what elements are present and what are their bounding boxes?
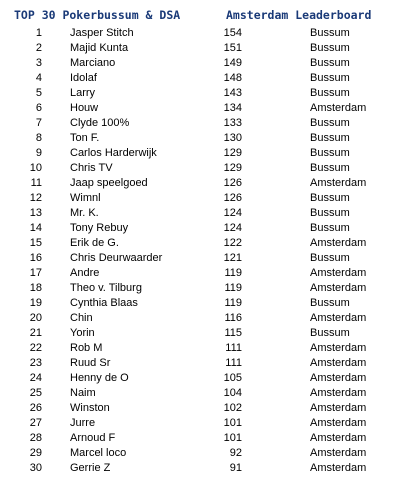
row-club: Amsterdam xyxy=(310,267,367,279)
row-score: 104 xyxy=(223,387,242,399)
row-player-name: Yorin xyxy=(70,327,95,339)
row-score: 129 xyxy=(223,147,242,159)
row-score: 101 xyxy=(223,432,242,444)
row-rank: 26 xyxy=(29,402,42,414)
row-rank: 28 xyxy=(29,432,42,444)
row-club: Amsterdam xyxy=(310,447,367,459)
table-row xyxy=(0,71,400,86)
table-row xyxy=(0,446,400,461)
row-club: Amsterdam xyxy=(310,102,367,114)
row-player-name: Ton F. xyxy=(70,132,100,144)
row-player-name: Jasper Stitch xyxy=(70,27,134,39)
row-club: Amsterdam xyxy=(310,387,367,399)
leaderboard-rows xyxy=(0,26,400,476)
row-score: 133 xyxy=(223,117,242,129)
row-club: Bussum xyxy=(310,147,350,159)
row-rank: 5 xyxy=(35,87,42,99)
row-player-name: Cynthia Blaas xyxy=(70,297,138,309)
row-club: Amsterdam xyxy=(310,237,367,249)
row-club: Bussum xyxy=(310,207,350,219)
row-club: Amsterdam xyxy=(310,402,367,414)
row-score: 126 xyxy=(223,192,242,204)
row-player-name: Tony Rebuy xyxy=(70,222,129,234)
row-rank: 19 xyxy=(29,297,42,309)
row-rank: 21 xyxy=(29,327,42,339)
row-score: 115 xyxy=(224,327,242,339)
row-club: Bussum xyxy=(310,117,350,129)
row-rank: 12 xyxy=(29,192,42,204)
table-row xyxy=(0,41,400,56)
row-rank: 23 xyxy=(29,357,42,369)
table-row xyxy=(0,326,400,341)
row-score: 148 xyxy=(223,72,242,84)
row-club: Bussum xyxy=(310,132,350,144)
row-score: 151 xyxy=(223,42,242,54)
row-rank: 13 xyxy=(29,207,42,219)
table-row xyxy=(0,86,400,101)
table-row xyxy=(0,116,400,131)
row-player-name: Carlos Harderwijk xyxy=(70,147,157,159)
table-row xyxy=(0,131,400,146)
row-player-name: Jaap speelgoed xyxy=(70,177,148,189)
row-player-name: Marciano xyxy=(70,57,116,69)
table-row xyxy=(0,386,400,401)
row-rank: 22 xyxy=(29,342,42,354)
row-player-name: Chin xyxy=(70,312,93,324)
row-score: 124 xyxy=(223,222,242,234)
row-player-name: Naim xyxy=(70,387,96,399)
row-player-name: Clyde 100% xyxy=(70,117,130,129)
table-row xyxy=(0,221,400,236)
row-score: 130 xyxy=(223,132,242,144)
row-player-name: Jurre xyxy=(70,417,96,429)
row-player-name: Chris Deurwaarder xyxy=(70,252,163,264)
row-score: 126 xyxy=(223,177,242,189)
row-score: 101 xyxy=(223,417,242,429)
row-player-name: Wimnl xyxy=(70,192,101,204)
row-club: Bussum xyxy=(310,192,350,204)
row-club: Amsterdam xyxy=(310,417,367,429)
table-row xyxy=(0,206,400,221)
table-row xyxy=(0,251,400,266)
row-club: Amsterdam xyxy=(310,372,367,384)
row-rank: 10 xyxy=(29,162,42,174)
row-score: 105 xyxy=(223,372,242,384)
row-player-name: Andre xyxy=(70,267,100,279)
table-row xyxy=(0,26,400,41)
row-rank: 20 xyxy=(29,312,42,324)
row-score: 119 xyxy=(224,297,242,309)
row-club: Amsterdam xyxy=(310,342,367,354)
row-rank: 4 xyxy=(35,72,42,84)
table-row xyxy=(0,176,400,191)
row-club: Bussum xyxy=(310,297,350,309)
row-score: 143 xyxy=(223,87,242,99)
row-rank: 24 xyxy=(29,372,42,384)
row-club: Amsterdam xyxy=(310,177,367,189)
table-row xyxy=(0,101,400,116)
row-score: 116 xyxy=(224,312,242,324)
row-player-name: Chris TV xyxy=(70,162,113,174)
row-player-name: Arnoud F xyxy=(70,432,116,444)
header-title-right: Amsterdam Leaderboard xyxy=(226,8,372,22)
row-club: Bussum xyxy=(310,327,350,339)
row-player-name: Rob M xyxy=(70,342,103,354)
row-player-name: Theo v. Tilburg xyxy=(70,282,142,294)
table-row xyxy=(0,236,400,251)
row-player-name: Winston xyxy=(70,402,110,414)
row-rank: 16 xyxy=(29,252,42,264)
row-club: Amsterdam xyxy=(310,282,367,294)
row-club: Bussum xyxy=(310,42,350,54)
row-score: 149 xyxy=(223,57,242,69)
table-row xyxy=(0,56,400,71)
row-club: Bussum xyxy=(310,27,350,39)
row-club: Bussum xyxy=(310,72,350,84)
table-row xyxy=(0,146,400,161)
row-player-name: Houw xyxy=(70,102,99,114)
row-club: Bussum xyxy=(310,252,350,264)
row-player-name: Majid Kunta xyxy=(70,42,129,54)
row-rank: 14 xyxy=(29,222,42,234)
row-club: Bussum xyxy=(310,57,350,69)
row-score: 111 xyxy=(225,342,242,354)
row-rank: 27 xyxy=(29,417,42,429)
row-club: Amsterdam xyxy=(310,357,367,369)
row-club: Amsterdam xyxy=(310,312,367,324)
row-score: 102 xyxy=(223,402,242,414)
table-row xyxy=(0,416,400,431)
row-score: 124 xyxy=(223,207,242,219)
table-row xyxy=(0,401,400,416)
row-player-name: Henny de O xyxy=(70,372,129,384)
row-club: Bussum xyxy=(310,87,350,99)
table-row xyxy=(0,431,400,446)
row-score: 119 xyxy=(224,282,242,294)
table-row xyxy=(0,296,400,311)
row-score: 134 xyxy=(223,102,242,114)
table-row xyxy=(0,266,400,281)
row-player-name: Idolaf xyxy=(70,72,97,84)
row-score: 121 xyxy=(223,252,242,264)
row-rank: 8 xyxy=(35,132,42,144)
row-rank: 6 xyxy=(35,102,42,114)
header-title-left: TOP 30 Pokerbussum & DSA xyxy=(14,8,181,22)
row-club: Amsterdam xyxy=(310,432,367,444)
row-rank: 29 xyxy=(29,447,42,459)
row-rank: 2 xyxy=(35,42,42,54)
row-player-name: Mr. K. xyxy=(70,207,99,219)
table-row xyxy=(0,281,400,296)
row-score: 92 xyxy=(229,447,242,459)
row-score: 111 xyxy=(225,357,242,369)
row-player-name: Gerrie Z xyxy=(70,462,111,474)
row-rank: 7 xyxy=(35,117,42,129)
row-score: 91 xyxy=(229,462,242,474)
row-rank: 17 xyxy=(29,267,42,279)
row-club: Bussum xyxy=(310,162,350,174)
row-club: Bussum xyxy=(310,222,350,234)
row-club: Amsterdam xyxy=(310,462,367,474)
table-row xyxy=(0,161,400,176)
row-score: 129 xyxy=(223,162,242,174)
table-row xyxy=(0,341,400,356)
row-rank: 30 xyxy=(29,462,42,474)
row-player-name: Erik de G. xyxy=(70,237,119,249)
row-rank: 15 xyxy=(29,237,42,249)
row-rank: 18 xyxy=(29,282,42,294)
row-rank: 1 xyxy=(35,27,42,39)
row-score: 154 xyxy=(223,27,242,39)
table-row xyxy=(0,461,400,476)
table-row xyxy=(0,371,400,386)
table-row xyxy=(0,356,400,371)
table-row xyxy=(0,311,400,326)
row-player-name: Ruud Sr xyxy=(70,357,111,369)
row-rank: 9 xyxy=(35,147,42,159)
row-rank: 11 xyxy=(30,177,42,189)
row-player-name: Larry xyxy=(70,87,96,99)
row-player-name: Marcel loco xyxy=(70,447,127,459)
leaderboard-header xyxy=(0,8,400,24)
row-rank: 25 xyxy=(29,387,42,399)
row-rank: 3 xyxy=(35,57,42,69)
row-score: 119 xyxy=(224,267,242,279)
table-row xyxy=(0,191,400,206)
row-score: 122 xyxy=(223,237,242,249)
